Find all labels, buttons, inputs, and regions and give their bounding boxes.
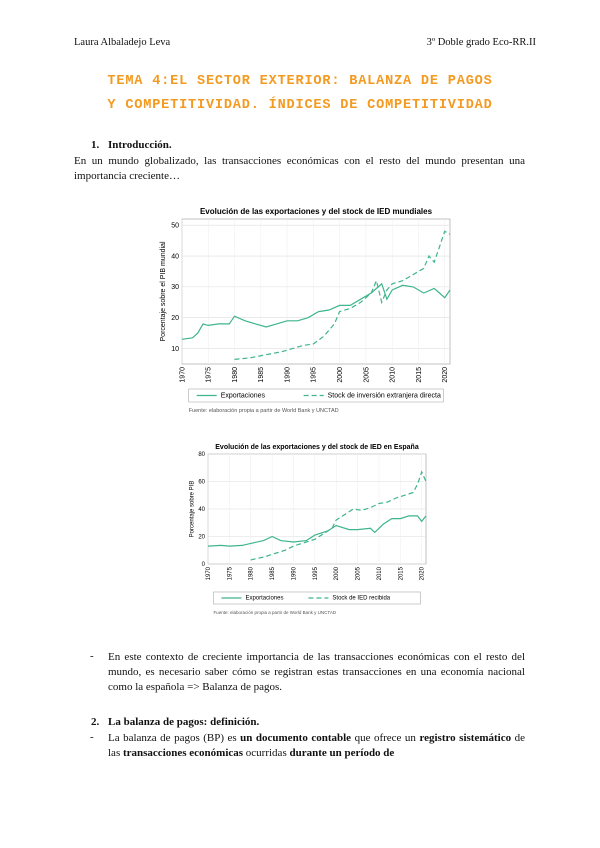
document-title — [60, 70, 540, 118]
bp-def-4: registro sistemático — [419, 732, 512, 744]
bp-def-6: transacciones económicas — [122, 747, 244, 759]
chart-title: Evolución de las exportaciones y del stock de IED mundiales — [199, 207, 433, 216]
x-tick-label: 2005 — [355, 567, 362, 581]
bp-def-3: que ofrece un — [351, 732, 420, 744]
section-2-heading: La balanza de pagos: definición. — [108, 716, 260, 728]
section-1-heading: Introducción. — [108, 139, 172, 151]
x-tick-label: 2015 — [415, 367, 423, 383]
bullet-2-text — [108, 731, 525, 761]
x-tick-label: 2010 — [389, 367, 397, 383]
section-2-number: 2. — [91, 716, 100, 728]
y-tick-label: 40 — [198, 507, 205, 513]
x-tick-label: 1990 — [291, 567, 298, 581]
x-tick-label: 2000 — [334, 567, 341, 581]
legend-label: Exportaciones — [220, 392, 266, 400]
x-tick-label: 2010 — [376, 567, 383, 581]
y-tick-label: 10 — [171, 345, 179, 353]
y-tick-label: 50 — [171, 222, 179, 230]
spain-exports-fdi-chart — [178, 440, 433, 615]
header-author: Laura Albaladejo Leva — [74, 37, 171, 48]
x-tick-label: 2020 — [442, 367, 450, 383]
chart-source: Fuente: elaboración propia a partir de World Bank y UNCTAD — [188, 408, 339, 414]
header-course: 3º Doble grado Eco-RR.II — [426, 37, 536, 48]
y-axis-label: Porcentaje sobre PIB — [189, 480, 196, 538]
legend-label: Stock de inversión extranjera directa — [327, 392, 441, 400]
y-tick-label: 20 — [171, 315, 179, 323]
x-tick-label: 2000 — [336, 367, 344, 383]
x-tick-label: 1995 — [312, 567, 319, 581]
title-line-1: TEMA 4:EL SECTOR EXTERIOR: BALANZA DE PAGOS — [107, 74, 493, 89]
y-tick-label: 30 — [171, 284, 179, 292]
x-tick-label: 2005 — [363, 367, 371, 383]
bp-def-8: durante un período de — [289, 747, 395, 759]
world-exports-fdi-chart — [150, 203, 460, 418]
chart-title: Evolución de las exportaciones y del stock de IED en España — [215, 444, 419, 451]
legend-label: Stock de IED recibida — [332, 595, 391, 602]
bp-def-1: La balanza de pagos (BP) es — [108, 732, 241, 744]
x-tick-label: 1980 — [248, 567, 255, 581]
y-axis-label: Porcentaje sobre el PIB mundial — [160, 241, 168, 342]
x-tick-label: 1970 — [206, 567, 212, 581]
x-tick-label: 1975 — [205, 367, 213, 383]
bp-def-2: un documento contable — [240, 732, 352, 744]
section-1-number: 1. — [91, 139, 100, 151]
y-tick-label: 40 — [171, 253, 179, 261]
chart-source: Fuente: elaboración propia a partir de World Bank y UNCTAD — [213, 610, 337, 615]
y-tick-label: 80 — [198, 452, 205, 458]
bullet-1-text: En este contexto de creciente importancia de las transacciones económicas con el resto del mundo, es necesario saber cómo se registran estas transacciones en una economía nacional como la española => Balanza de pagos. — [108, 651, 525, 693]
section-1-text: En un mundo globalizado, las transacciones económicas con el resto del mundo presentan una importancia creciente… — [74, 155, 525, 182]
x-tick-label: 1975 — [227, 567, 234, 581]
x-tick-label: 1985 — [258, 367, 266, 383]
x-tick-label: 2015 — [398, 567, 405, 581]
legend-label: Exportaciones — [245, 595, 284, 602]
x-tick-label: 1980 — [231, 367, 239, 383]
y-tick-label: 20 — [198, 534, 205, 541]
x-tick-label: 2020 — [419, 567, 426, 581]
title-line-2: Y COMPETITIVIDAD. ÍNDICES DE COMPETITIVIDAD — [107, 98, 493, 113]
bp-def-5: de las — [108, 732, 526, 759]
y-tick-label: 60 — [198, 479, 205, 486]
bullet-1-dash: - — [90, 650, 94, 662]
x-tick-label: 1990 — [284, 367, 292, 383]
bp-def-7: ocurridas — [243, 747, 290, 759]
x-tick-label: 1985 — [270, 567, 277, 581]
x-tick-label: 1995 — [310, 367, 318, 383]
x-tick-label: 1970 — [179, 367, 187, 383]
y-tick-label: 0 — [201, 562, 205, 568]
bullet-2-dash: - — [90, 731, 94, 743]
